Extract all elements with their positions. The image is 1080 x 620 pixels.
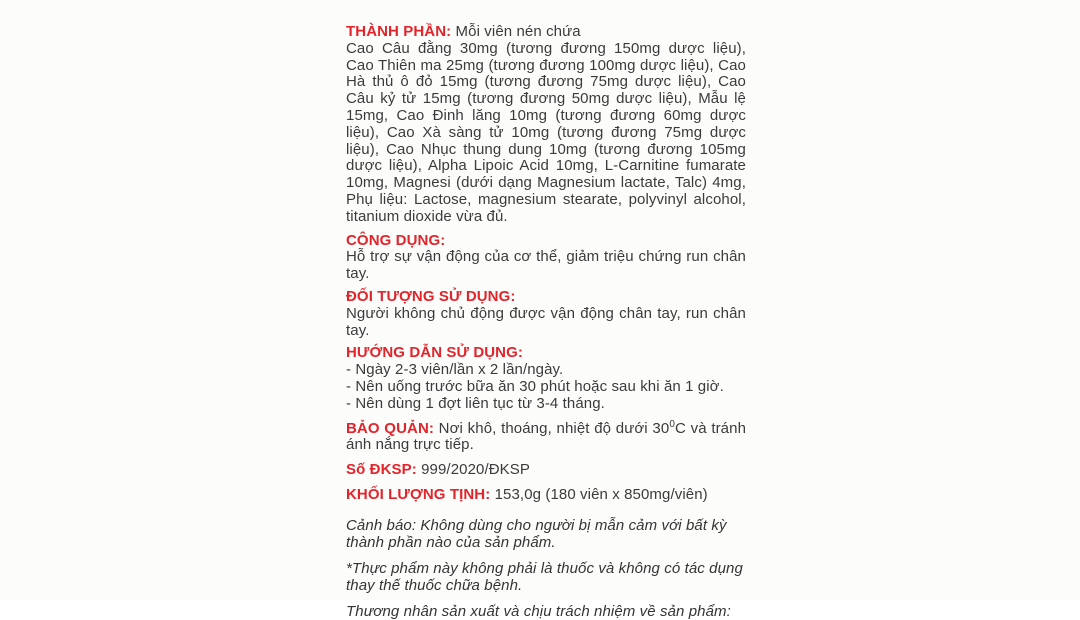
label-text-column [346, 24, 746, 620]
net-weight-heading: KHỐI LƯỢNG TỊNH: [346, 485, 491, 503]
uses-heading: CÔNG DỤNG: [346, 231, 446, 249]
target-users-body: Người không chủ động được vận động chân tay, run chân tay. [346, 304, 746, 339]
registration-line [346, 462, 746, 479]
directions-item-3: - Nên dùng 1 đợt liên tục từ 3-4 tháng. [346, 394, 605, 412]
section-ingredients [346, 24, 746, 226]
ingredients-heading: THÀNH PHẦN: [346, 23, 452, 40]
storage-body-2: C và tránh ánh nắng trực tiếp. [346, 419, 747, 454]
section-directions [346, 345, 746, 412]
ingredients-body: Cao Câu đằng 30mg (tương đương 150mg dược liệu), Cao Thiên ma 25mg (tương đương 100mg dược liệu), Cao Hà thủ ô đỏ 15mg (tương đương 75mg dược liệu), Cao Câu kỷ tử 15mg (tương đương 50mg dược liệu), Mẫu lệ 15mg, Cao Đinh lăng 10mg (tương đương 60mg dược liệu), Cao Xà sàng tử 10mg (tương đương 75mg dược liệu), Cao Nhục thung dung 10mg (tương đương 105mg dược liệu), Alpha Lipoic Acid 10mg, L-Carnitine fumarate 10mg, Magnesi (dưới dạng Magnesium lactate, Talc) 4mg, Phụ liệu: Lactose, magnesium stearate, polyvinyl alcohol, titanium dioxide vừa đủ. [346, 39, 746, 225]
registration-value: 999/2020/ĐKSP [421, 461, 530, 479]
warning-note: Cảnh báo: Không dùng cho người bị mẫn cảm với bất kỳ thành phần nào của sản phẩm. [346, 516, 727, 552]
net-weight-line [346, 487, 746, 504]
registration-heading: Số ĐKSP: [346, 461, 417, 479]
ingredients-heading-line [346, 24, 746, 41]
section-registration-number [346, 462, 746, 479]
section-net-weight [346, 487, 746, 504]
degree-superscript: 0 [669, 418, 675, 430]
uses-body: Hỗ trợ sự vận động của cơ thể, giảm triệu chứng run chân tay. [346, 248, 746, 283]
directions-item-2: - Nên uống trước bữa ăn 30 phút hoặc sau khi ăn 1 giờ. [346, 377, 724, 395]
manufacturer-note: Thương nhân sản xuất và chịu trách nhiệm về sản phẩm: [346, 602, 731, 620]
section-notes [346, 517, 746, 620]
section-target-users [346, 289, 746, 339]
section-storage [346, 418, 747, 455]
net-weight-value: 153,0g (180 viên x 850mg/viên) [494, 485, 708, 503]
storage-line [346, 418, 747, 455]
section-uses [346, 233, 746, 283]
ingredients-intro: Mỗi viên nén chứa [455, 23, 581, 40]
storage-body-1: Nơi khô, thoáng, nhiệt độ dưới 30 [438, 419, 670, 437]
disclaimer-note: *Thực phẩm này không phải là thuốc và không có tác dụng thay thế thuốc chữa bệnh. [346, 559, 743, 595]
directions-item-1: - Ngày 2-3 viên/lần x 2 lần/ngày. [346, 361, 564, 379]
storage-heading: BẢO QUẢN: [346, 419, 434, 437]
directions-heading: HƯỚNG DẪN SỬ DỤNG: [346, 344, 523, 362]
target-users-heading: ĐỐI TƯỢNG SỬ DỤNG: [346, 287, 516, 305]
